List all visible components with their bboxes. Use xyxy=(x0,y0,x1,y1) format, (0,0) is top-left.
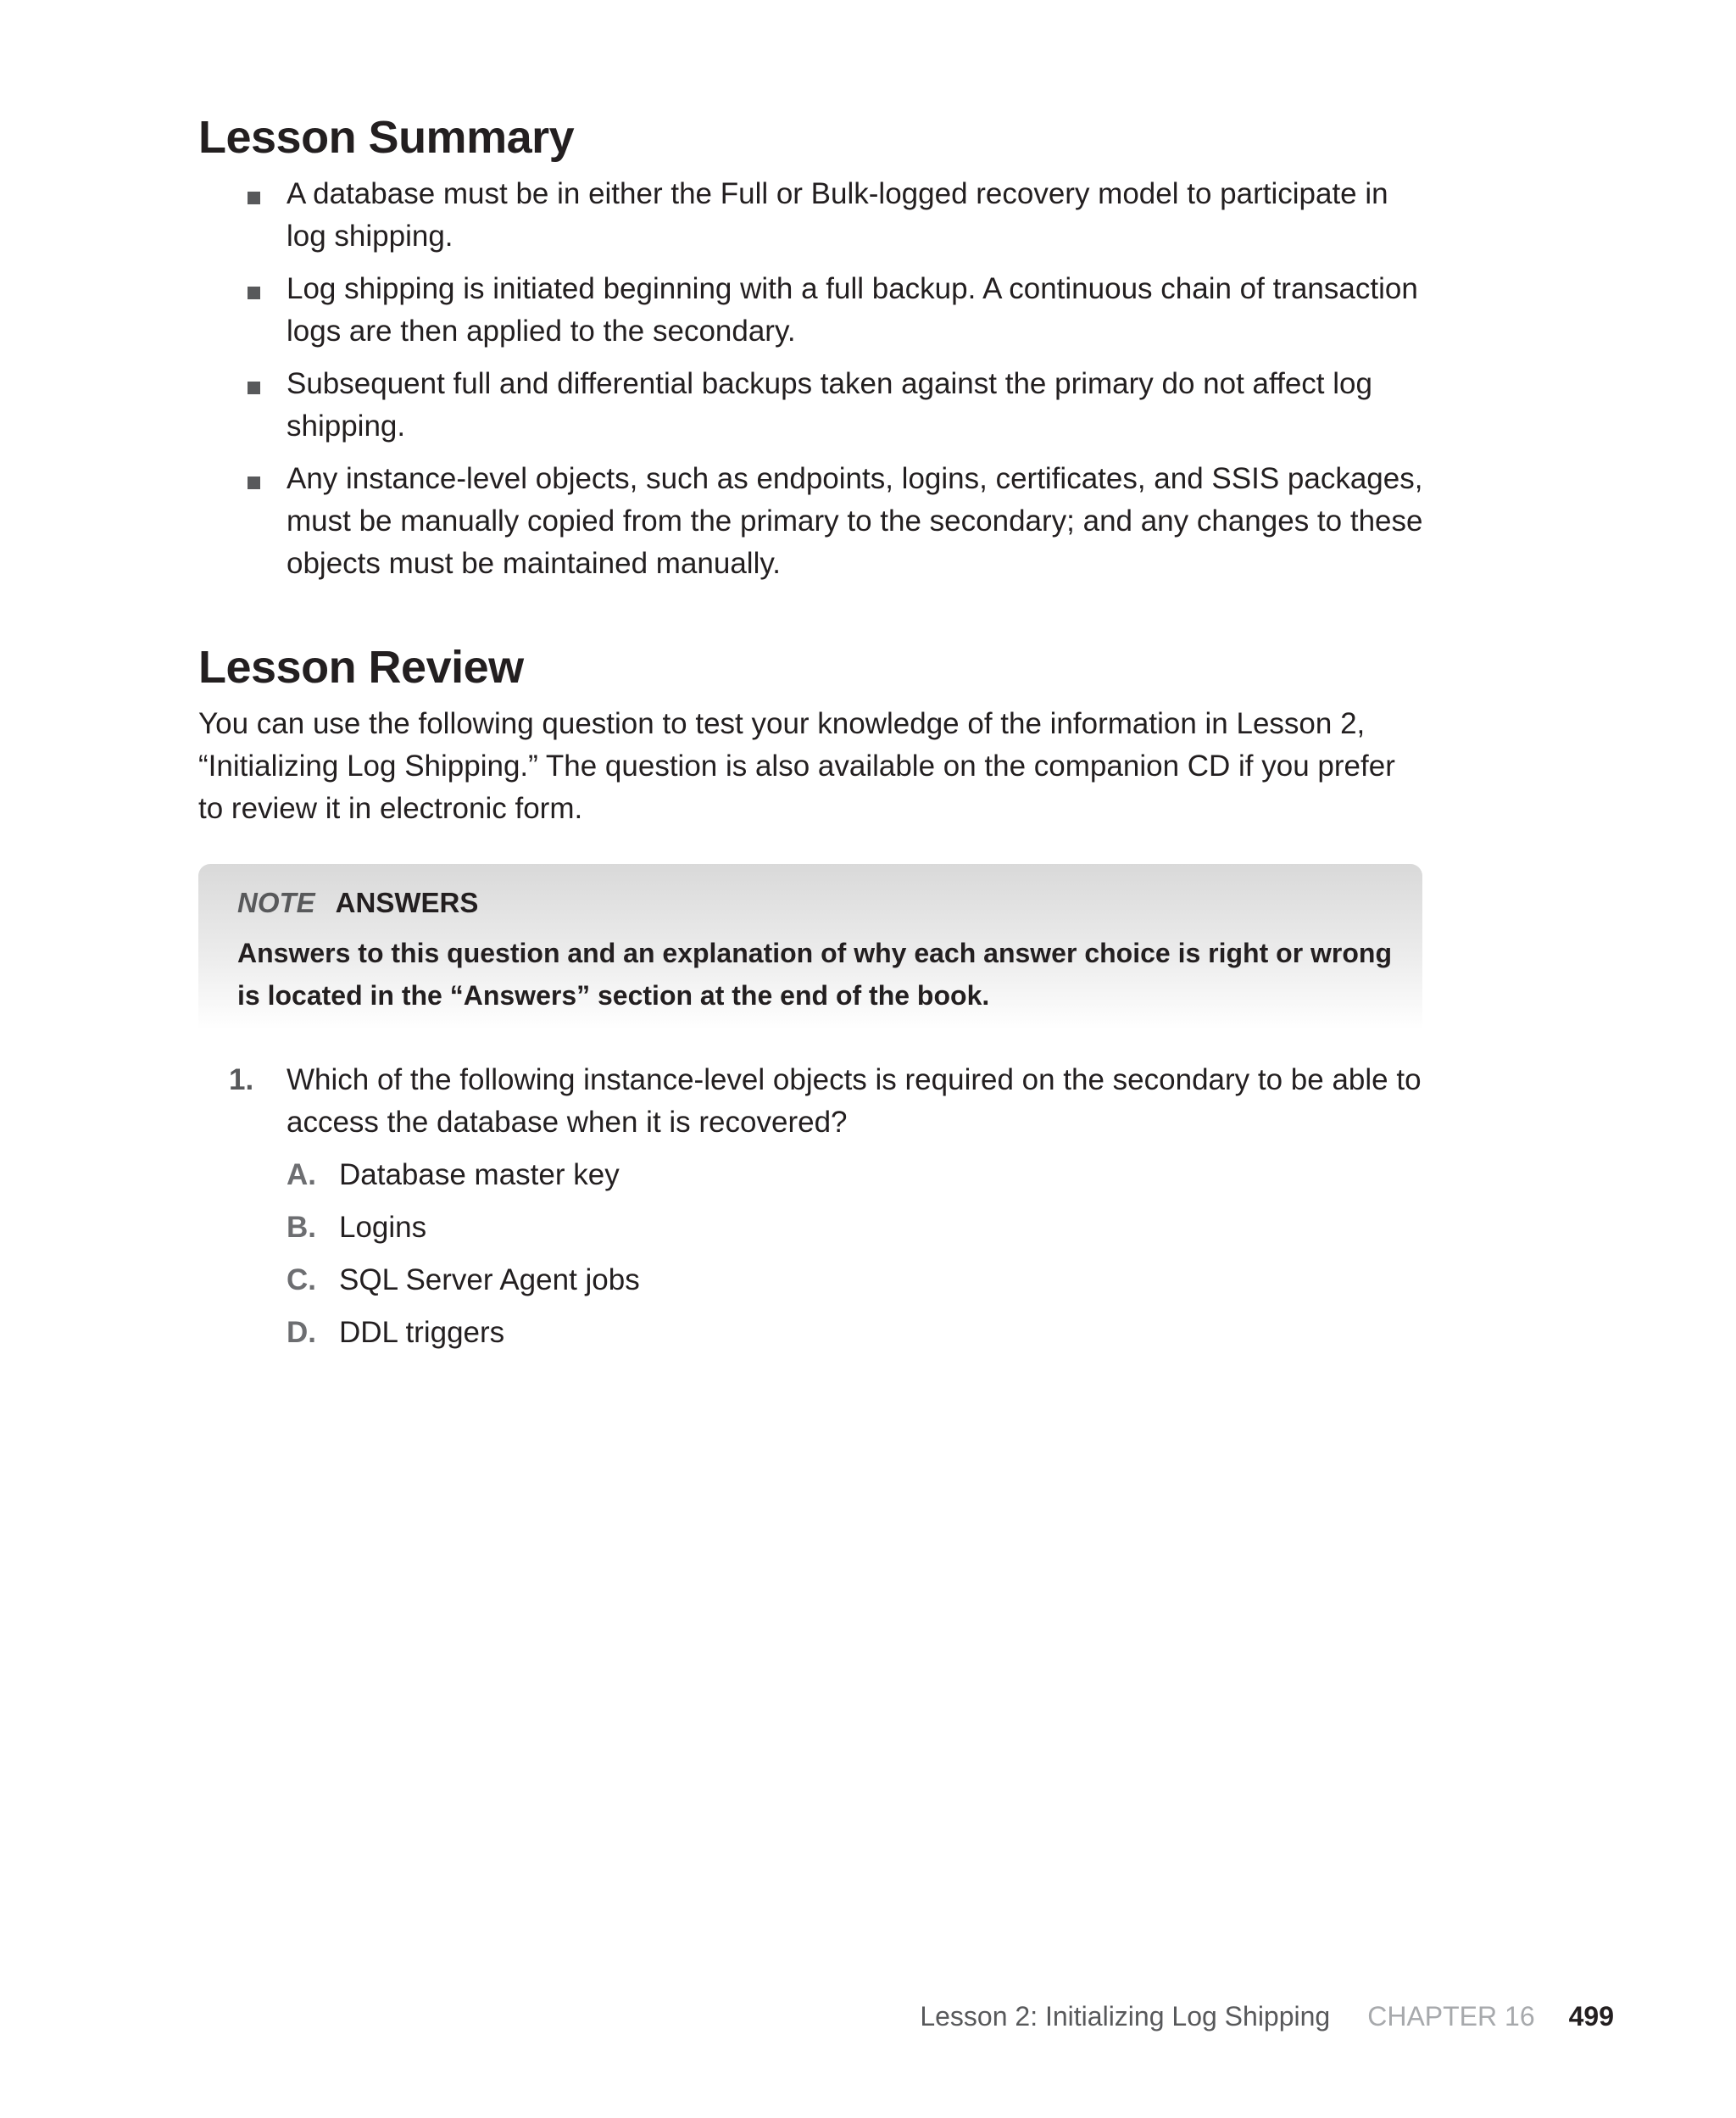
choice-letter: B. xyxy=(287,1211,316,1244)
choice-text: SQL Server Agent jobs xyxy=(339,1263,640,1296)
square-bullet-icon xyxy=(248,287,260,299)
summary-bullet xyxy=(198,363,1427,448)
page-footer xyxy=(920,1999,1614,2033)
note-header xyxy=(237,886,478,920)
note-label: NOTE xyxy=(237,887,315,918)
choice-text: DDL triggers xyxy=(339,1316,505,1349)
summary-bullet-text: Subsequent full and differential backups taken against the primary do not affect log shipping. xyxy=(287,367,1372,443)
choice-text: Logins xyxy=(339,1211,427,1244)
question-number: 1. xyxy=(229,1063,254,1096)
answer-choice-list xyxy=(198,1154,1427,1354)
summary-bullet-list xyxy=(198,173,1427,595)
summary-bullet xyxy=(198,173,1427,258)
note-box xyxy=(198,864,1422,1030)
summary-bullet-text: Log shipping is initiated beginning with a full backup. A continuous chain of transaction logs are then applied to the secondary. xyxy=(287,272,1418,348)
lesson-review-intro: You can use the following question to test your knowledge of the information in Lesson 2, “Initializing Log Shipping.” The question is also available on the companion CD if you prefer to review it in electronic form. xyxy=(198,707,1395,825)
answer-choice xyxy=(198,1207,1427,1249)
answer-choice xyxy=(198,1259,1427,1301)
lesson-summary-heading: Lesson Summary xyxy=(198,112,575,163)
lesson-review-heading: Lesson Review xyxy=(198,642,524,693)
square-bullet-icon xyxy=(248,477,260,489)
question-stem xyxy=(198,1059,1427,1144)
summary-bullet-text: Any instance-level objects, such as endpoints, logins, certificates, and SSIS packages, must be manually copied from the primary to the secondary; and any changes to these objects must be maintained manually. xyxy=(287,462,1423,580)
choice-letter: A. xyxy=(287,1158,316,1191)
square-bullet-icon xyxy=(248,192,260,204)
footer-lesson-title: Lesson 2: Initializing Log Shipping xyxy=(920,2001,1331,2032)
note-body: Answers to this question and an explanation of why each answer choice is right or wrong is located in the “Answers” section at the end of the book. xyxy=(237,938,1393,1011)
review-question xyxy=(198,1059,1427,1364)
square-bullet-icon xyxy=(248,382,260,394)
choice-text: Database master key xyxy=(339,1158,620,1191)
summary-bullet xyxy=(198,458,1427,585)
answer-choice xyxy=(198,1312,1427,1354)
question-text: Which of the following instance-level objects is required on the secondary to be able to access the database when it is recovered? xyxy=(287,1063,1422,1139)
choice-letter: C. xyxy=(287,1263,316,1296)
note-title: ANSWERS xyxy=(335,887,479,918)
summary-bullet-text: A database must be in either the Full or Bulk-logged recovery model to participate in log shipping. xyxy=(287,177,1388,253)
summary-bullet xyxy=(198,268,1427,353)
choice-letter: D. xyxy=(287,1316,316,1349)
page-number: 499 xyxy=(1568,2001,1614,2032)
answer-choice xyxy=(198,1154,1427,1196)
footer-chapter: CHAPTER 16 xyxy=(1367,2001,1535,2032)
